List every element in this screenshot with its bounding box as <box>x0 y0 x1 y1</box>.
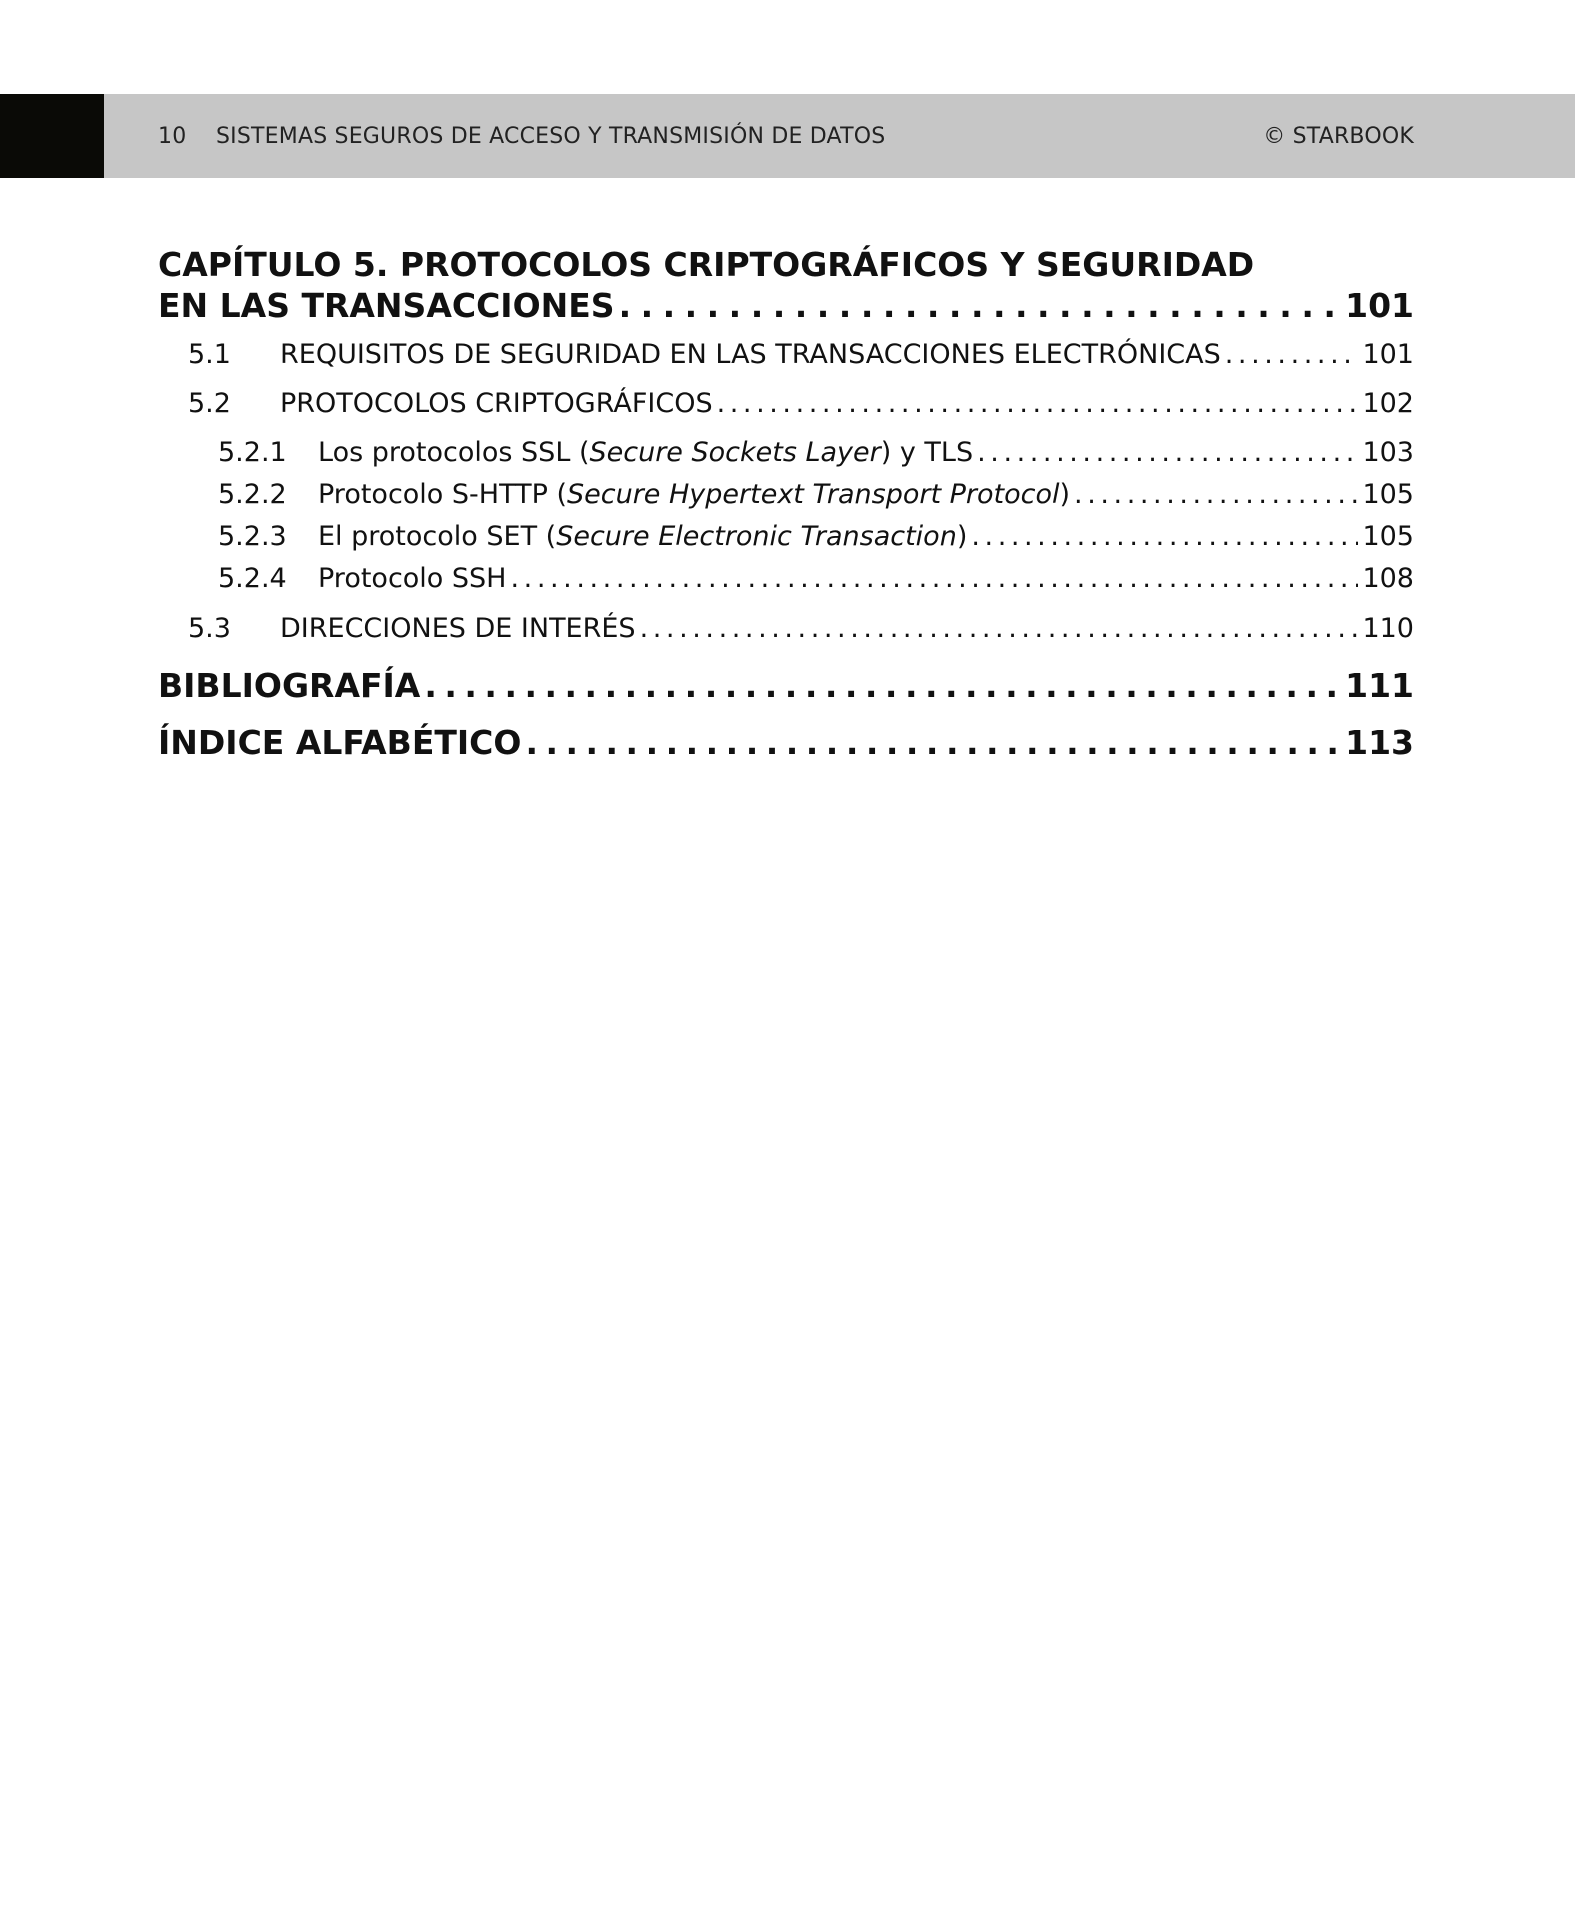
subsection-title-italic: Secure Electronic Transaction <box>556 521 957 552</box>
dot-leader <box>525 722 1341 763</box>
toc-chapter-entry[interactable] <box>158 244 1414 326</box>
subsection-title-suffix: ) <box>956 521 968 552</box>
subsection-number: 5.2.2 <box>218 479 287 510</box>
chapter-title-line1: CAPÍTULO 5. PROTOCOLOS CRIPTOGRÁFICOS Y SEGURIDAD <box>158 245 1255 284</box>
dot-leader <box>424 665 1341 706</box>
subsection-title-prefix: El protocolo SET ( <box>318 521 557 552</box>
dot-leader <box>619 285 1342 326</box>
dot-leader <box>971 516 1358 558</box>
running-header <box>0 94 1575 178</box>
section-page-number: 101 <box>1362 339 1414 370</box>
section-title: REQUISITOS DE SEGURIDAD EN LAS TRANSACCIONES ELECTRÓNICAS <box>280 339 1221 370</box>
subsection-title-suffix: ) y TLS <box>880 437 974 468</box>
dot-leader <box>1074 474 1358 516</box>
section-number: 5.3 <box>188 613 231 644</box>
section-title: DIRECCIONES DE INTERÉS <box>280 613 636 644</box>
back-matter-title: BIBLIOGRAFÍA <box>158 666 421 705</box>
back-matter-page-number: 111 <box>1345 666 1414 705</box>
header-page-number: 10 <box>158 123 187 149</box>
toc-index[interactable] <box>158 722 1414 763</box>
subsection-number: 5.2.4 <box>218 563 287 594</box>
dot-leader <box>1225 335 1359 375</box>
chapter-title-line2: EN LAS TRANSACCIONES <box>158 286 615 325</box>
toc-section-5-3[interactable] <box>158 609 1414 649</box>
section-title: PROTOCOLOS CRIPTOGRÁFICOS <box>280 388 713 419</box>
subsection-title-prefix: Los protocolos SSL ( <box>318 437 590 468</box>
subsection-title-suffix: ) <box>1059 479 1071 510</box>
back-matter-title: ÍNDICE ALFABÉTICO <box>158 723 522 762</box>
header-book-title: SISTEMAS SEGUROS DE ACCESO Y TRANSMISIÓN DE DATOS <box>216 123 886 149</box>
running-head-text <box>158 94 1414 178</box>
toc-subsection-5-2-1[interactable] <box>158 432 1414 474</box>
toc-bibliography[interactable] <box>158 665 1414 706</box>
toc-section-5-1[interactable] <box>158 335 1414 375</box>
table-of-contents <box>158 244 1414 763</box>
subsection-title-italic: Secure Sockets Layer <box>589 437 881 468</box>
subsection-page-number: 103 <box>1362 437 1414 468</box>
chapter-page-number: 101 <box>1345 286 1414 325</box>
toc-section-5-2[interactable] <box>158 384 1414 424</box>
dot-leader <box>717 384 1359 424</box>
toc-subsection-5-2-2[interactable] <box>158 474 1414 516</box>
section-page-number: 110 <box>1362 613 1414 644</box>
subsection-number: 5.2.1 <box>218 437 287 468</box>
subsection-page-number: 108 <box>1362 563 1414 594</box>
back-matter-page-number: 113 <box>1345 723 1414 762</box>
header-black-tab <box>0 94 104 178</box>
section-number: 5.1 <box>188 339 231 370</box>
header-publisher: © STARBOOK <box>1263 123 1414 149</box>
subsection-page-number: 105 <box>1362 479 1414 510</box>
section-page-number: 102 <box>1362 388 1414 419</box>
dot-leader <box>511 558 1359 600</box>
subsection-number: 5.2.3 <box>218 521 287 552</box>
toc-subsection-5-2-4[interactable] <box>158 558 1414 600</box>
dot-leader <box>640 609 1359 649</box>
subsection-title-italic: Secure Hypertext Transport Protocol <box>567 479 1060 510</box>
dot-leader <box>977 432 1358 474</box>
subsection-page-number: 105 <box>1362 521 1414 552</box>
subsection-title-prefix: Protocolo S-HTTP ( <box>318 479 567 510</box>
toc-subsection-5-2-3[interactable] <box>158 516 1414 558</box>
section-number: 5.2 <box>188 388 231 419</box>
subsection-title-prefix: Protocolo SSH <box>318 563 507 594</box>
